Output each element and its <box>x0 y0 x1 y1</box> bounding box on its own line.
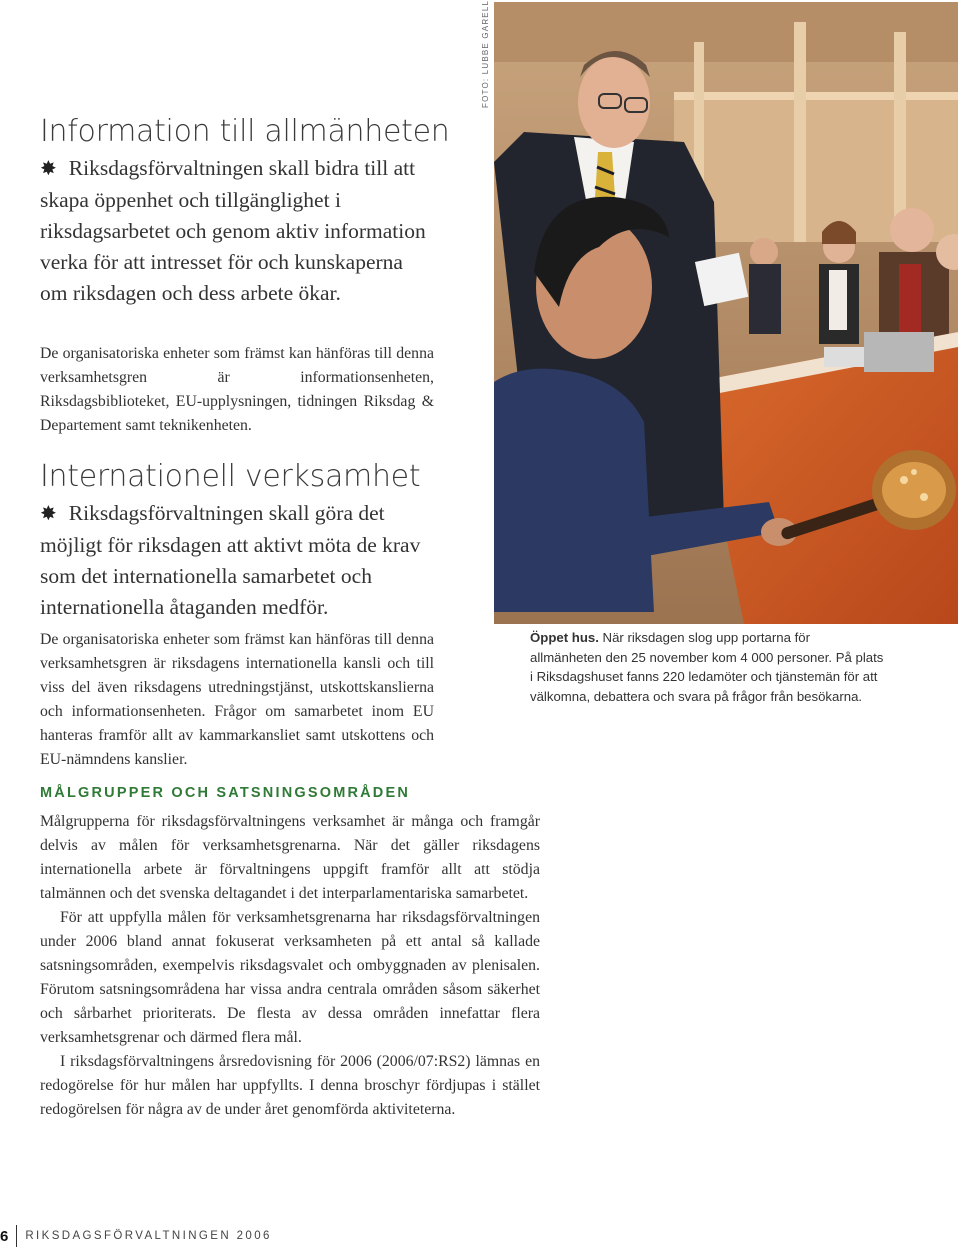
caption-title: Öppet hus. <box>530 630 599 645</box>
section-lead-internationell <box>40 498 435 623</box>
section-heading-internationell: Internationell verksamhet <box>40 459 421 494</box>
section-title-malgrupper: MÅLGRUPPER OCH SATSNINGSOMRÅDEN <box>40 785 411 801</box>
section-lead-information <box>40 153 435 309</box>
asterisk-star-icon: ✸ <box>40 158 57 180</box>
page-footer <box>0 1225 272 1247</box>
page-number: 6 <box>0 1227 9 1245</box>
section-body-information: De organisatoriska enheter som främst kan hänföras till denna verksamhetsgren är informationsenheten, Riksdagsbiblioteket, EU-upplysningen, tidningen Riksdag & Departement samt teknikenheten. <box>40 345 434 434</box>
paragraph: För att uppfylla målen för verksamhetsgrenarna har riksdagsförvaltningen under 2006 bland annat fokuserat verksamheten på ett antal så kallade satsningsområden, exempelvis riksdagsvalet och ombyggnaden av plenisalen. Förutom satsningsområdena har vissa andra centrala områden såsom säkerhet och sårbarhet prioriterats. De flesta av dessa områden innefattar flera verksamhetsgrenar och därmed flera mål. <box>40 909 540 1046</box>
malgrupper-text <box>40 810 540 1122</box>
photo-open-house <box>494 2 958 624</box>
photo-caption <box>530 628 885 706</box>
photo-credit: FOTO: LUBBE GARELL <box>481 0 490 108</box>
paragraph: Målgrupperna för riksdagsförvaltningens verksamhet är många och framgår delvis av målen för verksamhetsgrenarna. När det gäller riksdagens internationella arbete är förvaltningens uppgift framför allt att stödja talmännen och det svenska deltagandet i det interparlamentariska samarbetet. <box>40 813 540 902</box>
asterisk-star-icon: ✸ <box>40 503 57 525</box>
footer-publication: RIKSDAGSFÖRVALTNINGEN 2006 <box>25 1230 272 1242</box>
paragraph: I riksdagsförvaltningens årsredovisning för 2006 (2006/07:RS2) lämnas en redogörelse för hur målen har uppfyllts. I denna broschyr fördjupas i stället redogörelsen för några av de under året genomförda aktiviteterna. <box>40 1053 540 1118</box>
caption-text: När riksdagen slog upp portarna för allmänheten den 25 november kom 4 000 personer. På plats i Riksdagshuset fanns 220 ledamöter och tjänstemän för att välkomna, debattera och svara på frågor från besökarna. <box>530 630 884 704</box>
lead-text: Riksdagsförvaltningen skall göra det möjligt för riksdagen att aktivt möta de krav som det internationella samarbetet och internationella åtaganden medför. <box>40 501 421 619</box>
section-body-internationell: De organisatoriska enheter som främst kan hänföras till denna verksamhetsgren är riksdagens internationella kansli och till viss del även riksdagens utredningstjänst, utskottskanslierna och informationsenheten. Frågor om samarbetet inom EU hanteras framför allt av kammarkansliet samt utskottens och EU-nämndens kanslier. <box>40 631 434 768</box>
section-heading-information: Information till allmänheten <box>40 114 450 149</box>
lead-text: Riksdagsförvaltningen skall bidra till att skapa öppenhet och tillgänglighet i riksdagsarbetet och genom aktiv information verka för att intresset för och kunskaperna om riksdagen och dess arbete ökar. <box>40 156 426 305</box>
footer-divider <box>16 1225 17 1247</box>
photo-illustration <box>494 2 958 624</box>
